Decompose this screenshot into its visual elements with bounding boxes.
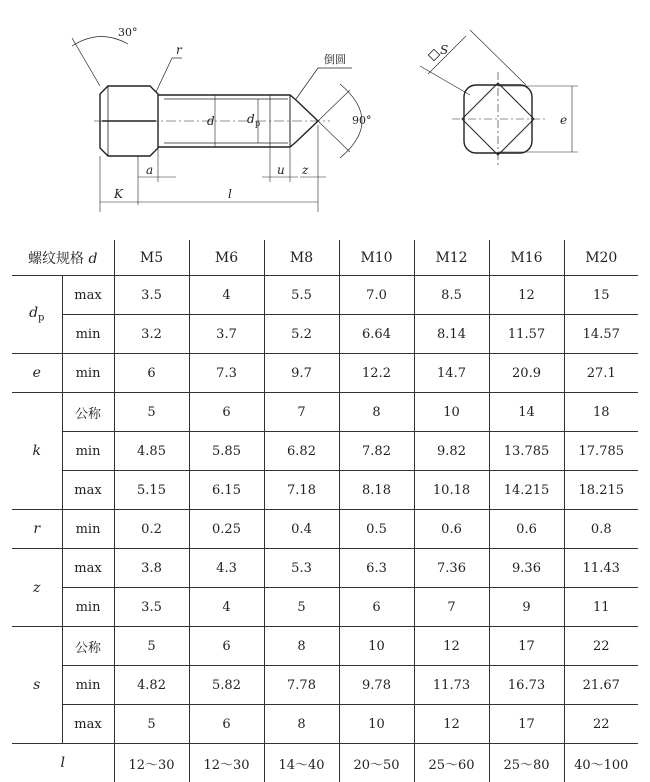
row-qualifier: max (62, 549, 114, 588)
table-cell: 7.0 (339, 276, 414, 315)
length-cell: 12～30 (189, 744, 264, 782)
label-S: S (440, 43, 448, 57)
row-qualifier: min (62, 510, 114, 549)
table-cell: 9.82 (414, 432, 489, 471)
table-cell: 4.85 (114, 432, 189, 471)
table-cell: 5 (264, 588, 339, 627)
table-cell: 13.785 (489, 432, 564, 471)
table-cell: 17 (489, 705, 564, 744)
row-qualifier: max (62, 471, 114, 510)
header-size-m16: M16 (489, 240, 564, 276)
table-cell: 9 (489, 588, 564, 627)
table-cell: 14 (489, 393, 564, 432)
header-size-m10: M10 (339, 240, 414, 276)
header-label-cell (12, 240, 114, 276)
table-cell: 5.2 (264, 315, 339, 354)
row-qualifier: max (62, 705, 114, 744)
table-cell: 22 (564, 705, 638, 744)
table-row (12, 588, 638, 627)
table-cell: 7 (414, 588, 489, 627)
length-cell: 14～40 (264, 744, 339, 782)
label-l: l (228, 187, 232, 201)
table-cell: 9.36 (489, 549, 564, 588)
table-cell: 10.18 (414, 471, 489, 510)
table-cell: 7 (264, 393, 339, 432)
table-cell: 5 (114, 627, 189, 666)
table-cell: 20.9 (489, 354, 564, 393)
table-cell: 18.215 (564, 471, 638, 510)
length-cell: 40～100 (564, 744, 638, 782)
label-u: u (277, 163, 285, 177)
table-row (12, 666, 638, 705)
group-symbol-e: e (12, 354, 62, 393)
table-row (12, 549, 638, 588)
group-symbol-z: z (12, 549, 62, 627)
table-cell: 4.3 (189, 549, 264, 588)
row-qualifier: max (62, 276, 114, 315)
row-qualifier: min (62, 666, 114, 705)
table-row (12, 471, 638, 510)
table-cell: 0.4 (264, 510, 339, 549)
label-r: r (176, 43, 183, 57)
table-cell: 3.5 (114, 588, 189, 627)
table-cell: 8 (264, 627, 339, 666)
length-row (12, 744, 638, 782)
table-cell: 11.43 (564, 549, 638, 588)
label-chamfer: 倒圆 (324, 52, 346, 66)
table-cell: 11 (564, 588, 638, 627)
table-cell: 27.1 (564, 354, 638, 393)
table-row (12, 510, 638, 549)
row-qualifier: min (62, 315, 114, 354)
length-cell: 25～60 (414, 744, 489, 782)
label-dp-sub: p (255, 119, 260, 128)
table-cell: 10 (339, 627, 414, 666)
header-symbol: d (89, 251, 98, 267)
table-cell: 9.78 (339, 666, 414, 705)
table-row (12, 393, 638, 432)
row-qualifier: 公称 (62, 627, 114, 666)
length-cell: 20～50 (339, 744, 414, 782)
table-cell: 8 (339, 393, 414, 432)
group-symbol-k: k (12, 393, 62, 510)
table-cell: 5.15 (114, 471, 189, 510)
length-symbol: l (12, 744, 114, 782)
label-d: d (207, 114, 215, 128)
table-cell: 0.5 (339, 510, 414, 549)
table-cell: 4 (189, 276, 264, 315)
table-cell: 0.6 (489, 510, 564, 549)
label-e: e (560, 113, 567, 127)
table-cell: 3.8 (114, 549, 189, 588)
header-size-m20: M20 (564, 240, 638, 276)
table-cell: 7.3 (189, 354, 264, 393)
table-cell: 5.85 (189, 432, 264, 471)
table-cell: 4 (189, 588, 264, 627)
label-z: z (301, 163, 309, 177)
label-K: K (113, 187, 124, 201)
table-cell: 7.82 (339, 432, 414, 471)
table-cell: 8.14 (414, 315, 489, 354)
table-row (12, 315, 638, 354)
table-cell: 17 (489, 627, 564, 666)
table-cell: 0.2 (114, 510, 189, 549)
header-size-m6: M6 (189, 240, 264, 276)
table-cell: 18 (564, 393, 638, 432)
table-cell: 8.18 (339, 471, 414, 510)
header-size-m5: M5 (114, 240, 189, 276)
table-cell: 9.7 (264, 354, 339, 393)
table-row (12, 276, 638, 315)
table-cell: 7.18 (264, 471, 339, 510)
table-header-row (12, 240, 638, 276)
table-cell: 12.2 (339, 354, 414, 393)
table-cell: 6 (189, 705, 264, 744)
table-cell: 11.57 (489, 315, 564, 354)
table-cell: 6 (114, 354, 189, 393)
table-cell: 6 (189, 393, 264, 432)
header-label: 螺纹规格 (28, 251, 84, 267)
table-cell: 5 (114, 393, 189, 432)
label-dp: d (247, 112, 255, 126)
table-cell: 14.57 (564, 315, 638, 354)
length-cell: 12～30 (114, 744, 189, 782)
header-size-m12: M12 (414, 240, 489, 276)
table-cell: 14.215 (489, 471, 564, 510)
table-cell: 6.64 (339, 315, 414, 354)
table-cell: 6.15 (189, 471, 264, 510)
row-qualifier: 公称 (62, 393, 114, 432)
table-cell: 4.82 (114, 666, 189, 705)
table-cell: 0.8 (564, 510, 638, 549)
table-cell: 21.67 (564, 666, 638, 705)
spec-table (12, 240, 638, 782)
header-size-m8: M8 (264, 240, 339, 276)
length-cell: 25～80 (489, 744, 564, 782)
group-symbol-r: r (12, 510, 62, 549)
table-cell: 7.36 (414, 549, 489, 588)
table-cell: 5.5 (264, 276, 339, 315)
table-cell: 12 (414, 627, 489, 666)
row-qualifier: min (62, 588, 114, 627)
group-symbol-s: s (12, 627, 62, 744)
table-cell: 17.785 (564, 432, 638, 471)
table-cell: 8.5 (414, 276, 489, 315)
table-cell: 11.73 (414, 666, 489, 705)
table-cell: 8 (264, 705, 339, 744)
table-cell: 5 (114, 705, 189, 744)
table-cell: 14.7 (414, 354, 489, 393)
table-cell: 10 (414, 393, 489, 432)
table-cell: 16.73 (489, 666, 564, 705)
table-cell: 6.3 (339, 549, 414, 588)
table-cell: 7.78 (264, 666, 339, 705)
table-cell: 3.7 (189, 315, 264, 354)
label-90-degree: 90° (352, 114, 372, 127)
table-row (12, 432, 638, 471)
table-cell: 6 (339, 588, 414, 627)
table-cell: 12 (489, 276, 564, 315)
table-cell: 5.3 (264, 549, 339, 588)
row-qualifier: min (62, 354, 114, 393)
table-cell: 22 (564, 627, 638, 666)
table-cell: 3.2 (114, 315, 189, 354)
table-cell: 6 (189, 627, 264, 666)
table-cell: 12 (414, 705, 489, 744)
table-row (12, 627, 638, 666)
table-cell: 6.82 (264, 432, 339, 471)
table-row (12, 705, 638, 744)
table-cell: 5.82 (189, 666, 264, 705)
bolt-drawing (0, 0, 650, 240)
group-symbol-dp: $d_p$ (12, 276, 62, 354)
table-cell: 15 (564, 276, 638, 315)
table-row (12, 354, 638, 393)
table-cell: 10 (339, 705, 414, 744)
table-cell: 3.5 (114, 276, 189, 315)
table-cell: 0.6 (414, 510, 489, 549)
label-30-degree: 30° (118, 26, 138, 39)
label-a: a (146, 163, 153, 177)
row-qualifier: min (62, 432, 114, 471)
table-cell: 0.25 (189, 510, 264, 549)
